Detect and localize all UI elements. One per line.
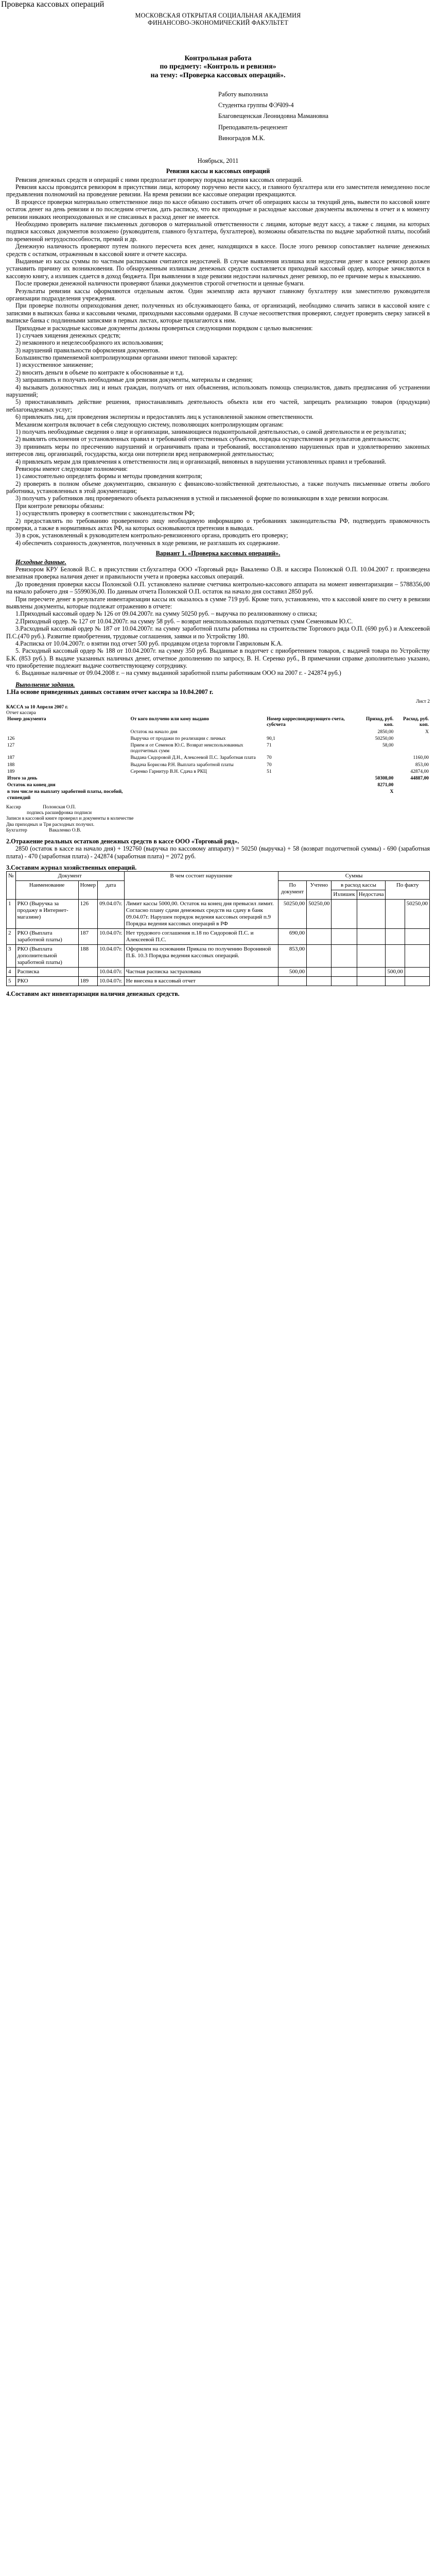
journal-header-cell: № [7, 872, 16, 900]
author-line: Благовещенская Леонидовна Мамановна [218, 112, 328, 120]
journal-row [7, 900, 430, 929]
theory-paragraph: 1) самостоятельно определять формы и методы проведения контроля; [15, 472, 202, 480]
theory-paragraph: 5) приостанавливать действие решения, приостанавливать деятельность объекта или его частей, запрещать реализацию товаров (продукции) неблагонадежных услуг; [6, 398, 430, 413]
report-cell [394, 789, 430, 801]
report-cell: 70 [267, 762, 272, 768]
journal-cell: 5 [7, 977, 16, 986]
report-date: КАССА за 10 Апреля 2007 г. [6, 704, 68, 710]
theory-paragraph: Необходимо проверить наличие письменных договоров о материальной ответственности с лицами, которые ведут кассу, а также с лицами, на которых подписи кассовых документов возложено (руководителя, главного бухгалтера, бухгалтеров), возможны обязательства по выдаче заработной платы, пособий по временной нетрудоспособности, премий и др. [6, 221, 430, 243]
journal-cell: 189 [78, 977, 98, 986]
journal-cell: 3 [7, 945, 16, 968]
journal-cell [78, 968, 98, 977]
journal-cell [357, 968, 386, 977]
journal-cell: РКО (Выручка за продажу в Интернет-магазине) [15, 900, 78, 929]
journal-cell: 126 [78, 900, 98, 929]
report-cell: 127 [7, 743, 15, 749]
report-cell: Номер документа [7, 717, 46, 722]
journal-cell: Частная расписка застрахована [124, 968, 278, 977]
report-cell: Серенко Гарнитур В.Н. Сдача в РКЦ [130, 769, 207, 774]
theory-paragraph: 2) вносить деньги в объеме по контракте к обоснованные и т.д. [15, 368, 184, 376]
report-note-2: Два приходных и Три расходных получил. [6, 822, 95, 827]
report-list-label: Лист 2 [415, 699, 430, 704]
report-cell: 51 [267, 769, 272, 774]
initial-paragraph: 2.Приходный ордер. № 127 от 10.04.2007г. на сумму 58 руб. – возврат неиспользованных подотчетных сумм Семеновым Ю.С. [15, 617, 353, 625]
report-row [6, 736, 430, 742]
journal-header-cell: Излишек [332, 890, 357, 900]
theory-paragraph: Приходные и расходные кассовые документы должны проверяться следующими порядком с целью выяснения: [15, 324, 313, 332]
journal-cell: 10.04.07г. [98, 929, 125, 945]
initial-paragraph: При пересчете денег в результате инвентаризации кассы их оказалось в сумме 719 руб. Кроме того, установлено, что к кассовой книге по счету в ревизии выявлены документы, которые подлежат отражению в отчете: [6, 595, 430, 610]
journal-cell [357, 945, 386, 968]
report-cell [358, 762, 395, 769]
report-cell: X [390, 789, 394, 795]
title-block [6, 55, 430, 80]
theory-title: Ревизия кассы и кассовых операций [166, 167, 270, 175]
report-cell [394, 782, 430, 789]
journal-cell [386, 929, 405, 945]
theory-paragraph: Ревизия кассы проводится ревизором в присутствии лица, которому поручено вести кассу, и главного бухгалтера или его заместителя немедленно после предъявления полномочий на проведение ревизии. На время ревизии все кассовые операции прекращаются. [6, 183, 430, 198]
initial-paragraph: 5. Расходный кассовый ордер № 188 от 10.04.2007г. на сумму 350 руб. Выданные в подотчет с приобретением товаров, с выдачей товара по Устройству Б.К. (853 руб.). В выдаче указанных наличных денег, отчетное дополнению по запросу, В. Н. Серенко руб., В примечании справке дополнительно указано, что приобретение подлежит выдаче соответствующему сотруднику. [6, 647, 430, 670]
journal-cell: РКО [15, 977, 78, 986]
initial-data-title: Исходные данные. [15, 558, 66, 566]
journal-cell: 853,00 [278, 945, 307, 968]
report-cell: 70 [267, 755, 272, 761]
theory-paragraph: 2) предоставлять по требованию проверенного лицу необходимую информацию о требованиях законодательства РФ, подтвердить правомочность проверки, а также в нормативных актах РФ, на которых основываются претензии в выводах. [6, 517, 430, 532]
theory-paragraph: Выданные из кассы суммы по частным расписками считаются недостачей. В случае выявления излишка или недостачи денег в кассе ревизор должен устанавить причину их возникновения. По обнаруженным излишкам денежных средств составляется приходный кассовый ордер, которые зачисляются в кассовую книгу, а излишек сдается в доход бюджета. При выявлении в ходе ревизии недостачи наличных денег ревизор, по ее причине меры к взысканию. [6, 257, 430, 280]
report-cell [358, 769, 395, 775]
journal-cell [405, 929, 429, 945]
task-3: 3.Составим журнал хозяйственных операций. [6, 864, 137, 872]
initial-paragraph: 3.Расходный кассовый ордер № 187 от 10.04.2007г. на сумму заработной платы работника на строительстве Торгового ряда О.П. (690 руб.) и Алексеевой П.С.(470 руб.). Развитие приобретения, трудовые соглашения, заявки и по Устройству 180. [6, 625, 430, 640]
journal-cell: 10.04.07г. [98, 945, 125, 968]
report-sub: Отчет кассира [6, 710, 36, 716]
theory-paragraph: 3) запрашивать и получать необходимые для ревизии документы, материалы и сведения; [15, 376, 253, 384]
author-line: Работу выполнила [218, 91, 268, 98]
journal-header-cell: Номер [78, 881, 98, 900]
report-cell: Остаток на начало дня [130, 729, 178, 735]
journal-cell [307, 968, 332, 977]
journal-header-cell: Учтено [307, 881, 332, 900]
journal-table [6, 871, 430, 986]
theory-paragraph: Ревизия денежных средств и операций с ними предполагает проверку порядка ведения кассовых операций. [15, 176, 303, 183]
journal-cell: Нет трудового соглашения п.18 по Сидоровой П.С. и Алексеевой П.С. [124, 929, 278, 945]
report-row [6, 782, 430, 789]
journal-cell: 50250,00 [307, 900, 332, 929]
journal-row [7, 968, 430, 977]
kassir-name: Полонская О.П. [43, 804, 76, 810]
theory-paragraph: 1) случаев хищения денежных средств; [15, 331, 121, 339]
journal-cell [386, 945, 405, 968]
report-cell: 853,00 [415, 762, 429, 768]
report-cell: 50250,00 [375, 736, 394, 741]
journal-row [7, 977, 430, 986]
journal-header-cell: в расход кассы [332, 881, 386, 890]
journal-cell [332, 900, 357, 929]
university-name: МОСКОВСКАЯ ОТКРЫТАЯ СОЦИАЛЬНАЯ АКАДЕМИЯ [135, 11, 301, 19]
kassir-label: Кассир [6, 804, 21, 810]
report-cell: Расход, руб. коп. [403, 717, 429, 728]
author-line: Преподаватель-рецензент [218, 123, 288, 131]
initial-paragraph: До проведения проверки кассы Полонской О.П. установлено наличие счетчика контрольно-кассового аппарата на момент инвентаризации – 5788356,00 на начало рабочего дня – 5599036,00. По данным отчета Полонской О.П. остаток на начало дня составил 2850 руб. [6, 580, 430, 596]
report-cell [266, 775, 358, 782]
report-row [6, 742, 430, 755]
report-row [6, 775, 430, 782]
journal-cell [307, 977, 332, 986]
journal-header-cell: По документ [278, 881, 307, 900]
theory-paragraph: Большинство применяемой контролирующими органами имеют типовой характер: [15, 354, 238, 362]
journal-cell: 188 [78, 945, 98, 968]
journal-cell: 09.04.07г. [98, 900, 125, 929]
theory-paragraph: При контроле ревизоры обязаны: [15, 502, 104, 510]
report-cell: 58,00 [382, 743, 394, 749]
work-topic: на тему: «Проверка кассовых операций». [150, 71, 286, 79]
tasks-title: Выполнение задания. [15, 681, 75, 688]
journal-cell [332, 929, 357, 945]
initial-paragraph: 4.Расписка от 10.04.2007г. о взятии под отчет 500 руб. продавцом отдела торговли Гавриловым К.А. [15, 639, 283, 647]
journal-cell: РКО (Выплата заработной платы) [15, 929, 78, 945]
document-title: Проверка кассовых операций [1, 0, 104, 9]
report-cell: 187 [7, 755, 15, 761]
faculty-name: ФИНАНСОВО-ЭКОНОМИЧЕСКИЙ ФАКУЛЬТЕТ [147, 19, 289, 27]
report-cell: Номер корреспондирующего счета, субсчета [267, 717, 345, 728]
journal-header-cell: Наименование [15, 881, 78, 900]
journal-row [7, 945, 430, 968]
journal-cell: 2 [7, 929, 16, 945]
work-subject: по предмету: «Контроль и ревизия» [160, 63, 276, 71]
report-cell [394, 736, 430, 742]
initial-paragraph: 6. Выданные наличные от 09.04.2008 г. – на сумму выданной заработной платы работникам ООО на 2007 г. - 242874 руб.) [15, 669, 341, 677]
buh-label: Бухгалтер [6, 827, 27, 833]
buh-name: Вакаленко О.В. [49, 827, 81, 833]
theory-paragraph: 2) выявлять отклонения от установленных правил и требований ответственных субъектов, порядка осуществления и результатов деятельности; [15, 435, 400, 443]
journal-cell [332, 977, 357, 986]
document-page [0, 0, 436, 1004]
report-cell [394, 742, 430, 755]
theory-paragraph: 4) обеспечить сохранность документов, полученных в ходе ревизии, не разглашать их содержание. [15, 539, 280, 547]
report-row [6, 755, 430, 761]
report-header [6, 699, 430, 717]
journal-cell: Расписка [15, 968, 78, 977]
journal-header-cell: дата [98, 881, 125, 900]
journal-cell: 187 [78, 929, 98, 945]
report-cell: Остаток на конец дня [7, 783, 56, 788]
journal-header-cell: Недостача [357, 890, 386, 900]
initial-data-section [6, 566, 430, 677]
theory-paragraph: 4) вызывать должностных лиц и иных граждан, получать от них объяснения, использовать помощь специалистов, давать предписания об устранении нарушений; [6, 383, 430, 399]
cashier-report-table [6, 716, 430, 802]
theory-paragraph: 1) получать необходимые сведения о лице и организации, занимающиеся подконтрольной деятельностью, о самой деятельности и ее результатах; [15, 428, 407, 435]
kassir-hint: подпись расшифровка подписи [27, 810, 92, 816]
report-cell: 1160,00 [413, 755, 429, 761]
report-cell: 90,1 [267, 736, 275, 741]
task-1: 1.На основе приведенных данных составим отчет кассира за 10.04.2007 г. [6, 688, 214, 696]
report-cell [129, 782, 266, 789]
report-note-1: Записи в кассовой книге проверил и документы в количестве [6, 816, 134, 822]
variant-title: Вариант 1. «Проверка кассовых операций». [155, 550, 281, 557]
report-cell [266, 729, 358, 736]
journal-cell: 10.04.07г. [98, 968, 125, 977]
task-2: 2.Отражение реальных остатков денежных средств в кассе ООО «Торговый ряд». [6, 837, 239, 845]
balance-section [6, 845, 430, 860]
report-cell [266, 782, 358, 789]
report-cell [129, 789, 266, 801]
journal-cell [357, 900, 386, 929]
theory-paragraph: 3) в срок, установленный к руководителем контрольно-ревизионного органа, проводить его проверку; [15, 532, 288, 539]
theory-paragraph: Механизм контроля включает в себя следующую систему, позволяющих контролирующим органам: [15, 420, 284, 428]
journal-cell [405, 945, 429, 968]
report-cell [6, 729, 129, 736]
report-cell: 50308,00 [375, 776, 394, 782]
journal-cell: 690,00 [278, 929, 307, 945]
report-row [6, 789, 430, 801]
journal-cell: Лимит кассы 5000,00. Остаток на конец дня превысил лимит. Согласно плану сдачи денежных средств на сдачу в банк 09.04.07г. Нарушен порядок ведения кассовых операций п.9 Порядка ведения кассовых операций в РФ [124, 900, 278, 929]
journal-cell [357, 977, 386, 986]
theory-paragraph: 2) незаконного и нецелесообразного их использования; [15, 339, 164, 347]
report-cell: 44887,00 [410, 776, 429, 782]
theory-paragraph: 3) получать у работников лиц проверяемого объекта разъяснения в устной и письменной форме по возникающим в ходе ревизии вопросам. [15, 495, 389, 502]
journal-header-cell: В чем состоит нарушение [124, 872, 278, 900]
report-cell [358, 755, 395, 761]
journal-cell: Не внесена в кассовый отчет [124, 977, 278, 986]
journal-cell: 1 [7, 900, 16, 929]
report-row [6, 729, 430, 736]
theory-paragraph: После проверки денежной наличности проверяют бланки документов строгой отчетности и ценные бумаги. [15, 280, 305, 287]
author-line: Виноградов М.К. [218, 134, 265, 142]
journal-header-cell: По факту [386, 881, 430, 900]
theory-paragraph: Ревизоры имеют следующие полномочия: [15, 465, 128, 472]
report-cell: Выручка от продажи по реализации с личных [130, 736, 226, 741]
theory-section [6, 176, 430, 547]
journal-header-cell: Суммы [278, 872, 430, 881]
journal-cell [307, 945, 332, 968]
work-type: Контрольная работа [184, 54, 252, 62]
initial-paragraph: Ревизором КРУ Беловой В.С. в присутствии ст.бухгалтера ООО «Торговый ряд» Вакаленко О.В. и кассира Полонской О.П. 10.04.2007 г. произведена внезапная проверка наличия денег и правильности учета и проверка кассовых операций. [6, 566, 430, 581]
journal-cell: РКО (Выплата дополнительной заработной платы) [15, 945, 78, 968]
theory-paragraph: Денежную наличность проверяют путем полного пересчета всех денег, находящихся в кассе. После этого ревизор сопоставляет наличие денежных средств с остатком, отраженным в кассовой книге и отчете кассира. [6, 243, 430, 258]
report-row [6, 762, 430, 769]
report-cell: 2850,00 [377, 729, 394, 735]
report-cell: в том числе на выплату заработной платы, пособий, стипендий [7, 789, 123, 801]
report-cell: 188 [7, 762, 15, 768]
report-cell: Приход, руб. коп. [365, 717, 394, 728]
theory-paragraph: В процессе проверки материально ответственное лицо по кассе обязано составить отчет об операциях кассы за текущий день, вывести по кассовой книге остаток денег на день ревизии и по последним отчетам, дать расписку, что все приходные и расходные кассовые документы включены в отчет и к моменту ревизии никаких неоприходованных и не списанных в расход денег не имеется. [6, 198, 430, 221]
report-cell: От кого получено или кому выдано [130, 717, 210, 722]
report-cell [266, 789, 358, 801]
journal-cell [332, 968, 357, 977]
report-cell: Итого за день [7, 776, 38, 782]
theory-paragraph: При проверке полноты оприходования денег, полученных из обслуживающего банка, от организаций, необходимо сличить записи в кассовой книге с записями в выписках банка и кассовыми чеками, приходными кассовыми ордерами. В случае несоответствия проверяют, следует проверить сверку записей в выписке банка с подлинными записями в первых листах, которые прилагаются к ним. [6, 302, 430, 325]
journal-cell [357, 929, 386, 945]
report-signatures [6, 805, 430, 834]
theory-paragraph: 1) осуществлять проверку в соответствии с законодательством РФ; [15, 510, 195, 517]
report-cell: 42874,00 [410, 769, 429, 774]
journal-cell [405, 968, 429, 977]
report-cell [129, 775, 266, 782]
task-4: 4.Составим акт инвентаризации наличия денежных средств. [6, 990, 180, 998]
report-cell: X [425, 729, 429, 735]
journal-row [7, 929, 430, 945]
initial-paragraph: 1.Приходный кассовый ордер № 126 от 09.04.2007г. на сумму 50250 руб. – выручка по реализованному о списка; [15, 610, 318, 618]
report-cell: 126 [7, 736, 15, 741]
journal-header-cell: Документ [15, 872, 124, 881]
report-cell: Прием и от Семенов Ю.С. Возврат неиспользованных подотчетных сумм [130, 743, 243, 754]
journal-cell: 500,00 [278, 968, 307, 977]
report-row [6, 769, 430, 775]
journal-cell [332, 945, 357, 968]
theory-paragraph: 4) привлекать мерам для привлечения к ответственности лиц и организаций, виновных в нарушении установленных правил и требований. [15, 457, 387, 465]
report-row [6, 716, 430, 728]
theory-paragraph: 3) принимать меры по пресечению нарушений и ограничивать права и требований, восстановлению нарушенных прав и удовлетворению законных интересов лиц, организаций, государства, когда они потерпели вред неправомерной деятельностью; [6, 443, 430, 458]
report-cell: Выдача Борисова Р.Н. Выплата заработной платы [130, 762, 234, 768]
journal-cell: 10.04.07г. [98, 977, 125, 986]
theory-paragraph: 3) нарушений правильности оформления документов. [15, 346, 160, 354]
balance-paragraph: 2850 (остаток в кассе на начало дня) + 192760 (выручка по кассовому аппарату) = 50250 (выручка) + 58 (возврат подотчетной суммы) - 690 (заработная плата) - 470 (заработная плата) - 242874 (заработная плата) = 2072 руб. [6, 845, 430, 860]
city-year: Ноябрьск, 2011 [197, 157, 239, 164]
journal-cell [307, 929, 332, 945]
author-line: Студентка группы ФЭЧ09-4 [218, 101, 294, 109]
theory-paragraph: Результаты ревизии кассы оформляются отдельным актом. Один экземпляр акта вручают главному бухгалтеру или заместителю руководителя организации подразделения учреждения. [6, 287, 430, 302]
journal-cell: 50250,00 [405, 900, 429, 929]
journal-cell: 500,00 [386, 968, 405, 977]
journal-cell [405, 977, 429, 986]
journal-cell [386, 900, 405, 929]
journal-cell: 50250,00 [278, 900, 307, 929]
journal-cell [278, 977, 307, 986]
report-cell: 8271,00 [377, 783, 394, 788]
report-cell: 189 [7, 769, 15, 774]
author-block [218, 89, 430, 144]
journal-cell [386, 977, 405, 986]
theory-paragraph: 2) проверять в полном объеме документацию, связанную с финансово-хозяйственной деятельностью, а также получать письменные ответы любого работника, установленных в этой документации; [6, 480, 430, 495]
theory-paragraph: 6) привлекать лиц, для проведения экспертизы и предоставлять лиц к установленной законом ответственности. [15, 413, 313, 421]
journal-cell: 4 [7, 968, 16, 977]
theory-paragraph: 1) искусственное занижение; [15, 361, 93, 369]
journal-cell: Оформлен на основании Приказа по получению Ворониной П.Б. 10.3 Порядка ведения кассовых операций. [124, 945, 278, 968]
report-cell: 71 [267, 743, 272, 749]
report-cell: Выдана Сидоровой Д.Н., Алексеевой П.С. Заработная плата [130, 755, 256, 761]
